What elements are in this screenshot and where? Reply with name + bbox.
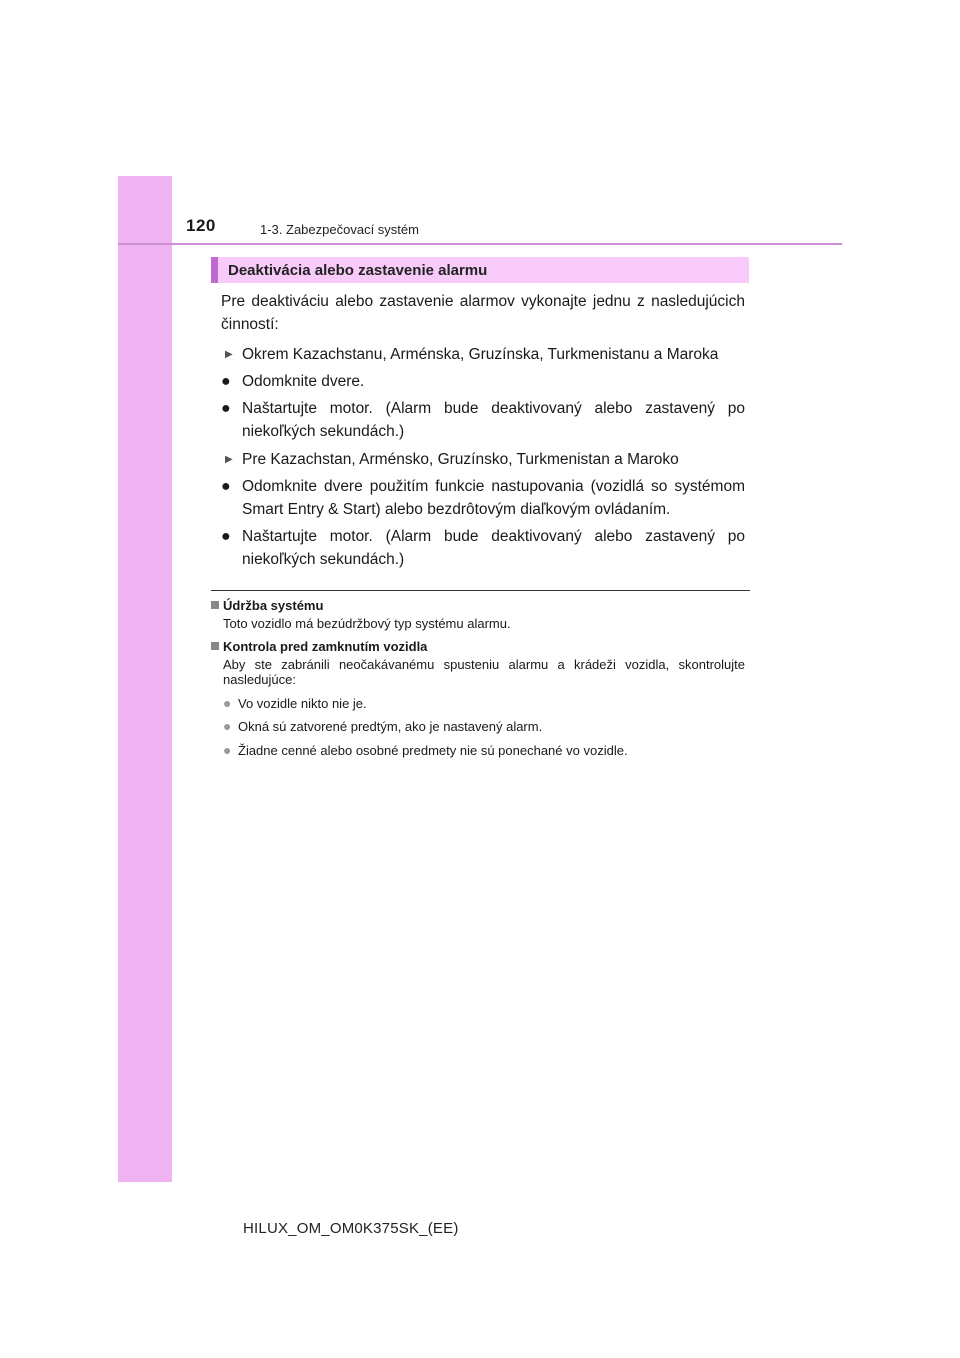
triangle-right-icon: ▶ bbox=[225, 454, 233, 465]
page-number: 120 bbox=[186, 216, 216, 235]
note-title-text: Kontrola pred zamknutím vozidla bbox=[223, 639, 428, 654]
note-list-item bbox=[211, 696, 745, 712]
note-text: Toto vozidlo má bezúdržbový typ systému alarmu. bbox=[223, 615, 511, 631]
section-heading-text: Deaktivácia alebo zastavenie alarmu bbox=[228, 262, 488, 279]
note-list-item bbox=[211, 743, 745, 759]
filled-circle-icon: ● bbox=[223, 718, 232, 734]
note-list-item-text: Žiadne cenné alebo osobné predmety nie sú ponechané vo vozidle. bbox=[238, 742, 628, 758]
note-title-text: Údržba systému bbox=[223, 598, 324, 613]
filled-circle-icon: ● bbox=[223, 741, 232, 758]
note-text: Aby ste zabránili neočakávanému spusteniu alarmu a krádeži vozidla, skontrolujte nasledujúce: bbox=[223, 656, 745, 687]
section-title: 1-3. Zabezpečovací systém bbox=[260, 222, 419, 237]
list-item-text: Naštartujte motor. (Alarm bude deaktivovaný alebo zastavený po niekoľkých sekundách.) bbox=[242, 528, 745, 568]
list-item bbox=[221, 397, 745, 443]
list-item-text: Odomknite dvere. bbox=[242, 373, 365, 390]
triangle-right-icon: ▶ bbox=[225, 349, 233, 360]
square-icon bbox=[211, 642, 219, 650]
content-divider bbox=[211, 590, 750, 591]
condition-text: Pre Kazachstan, Arménsko, Gruzínsko, Turkmenistan a Maroko bbox=[242, 451, 679, 468]
square-icon bbox=[211, 601, 219, 609]
note-title bbox=[211, 639, 745, 655]
list-item bbox=[221, 370, 745, 393]
filled-circle-icon: ● bbox=[221, 478, 231, 495]
filled-circle-icon: ● bbox=[223, 694, 232, 711]
list-item bbox=[221, 525, 745, 571]
note-list-item bbox=[211, 719, 745, 735]
list-item bbox=[221, 475, 745, 521]
main-content bbox=[221, 290, 745, 575]
footer-doc-code: HILUX_OM_OM0K375SK_(EE) bbox=[243, 1220, 459, 1237]
filled-circle-icon: ● bbox=[221, 373, 231, 390]
condition-item bbox=[221, 448, 745, 471]
header-divider bbox=[118, 243, 842, 245]
sidebar-tab bbox=[118, 176, 172, 1182]
section-heading bbox=[211, 257, 749, 283]
condition-item bbox=[221, 343, 745, 366]
condition-text: Okrem Kazachstanu, Arménska, Gruzínska, Turkmenistanu a Maroka bbox=[242, 346, 719, 363]
note-list-item-text: Vo vozidle nikto nie je. bbox=[238, 695, 367, 711]
list-item-text: Naštartujte motor. (Alarm bude deaktivovaný alebo zastavený po niekoľkých sekundách.) bbox=[242, 400, 745, 440]
intro-paragraph: Pre deaktiváciu alebo zastavenie alarmov vykonajte jednu z nasledujúcich činností: bbox=[221, 293, 745, 333]
note-title bbox=[211, 598, 745, 614]
notes-section bbox=[211, 598, 745, 766]
list-item-text: Odomknite dvere použitím funkcie nastupovania (vozidlá so systémom Smart Entry & Start) alebo bezdrôtovým diaľkovým ovládaním. bbox=[242, 478, 745, 518]
note-list-item-text: Okná sú zatvorené predtým, ako je nastavený alarm. bbox=[238, 719, 543, 734]
filled-circle-icon: ● bbox=[221, 528, 231, 545]
filled-circle-icon: ● bbox=[221, 400, 231, 417]
